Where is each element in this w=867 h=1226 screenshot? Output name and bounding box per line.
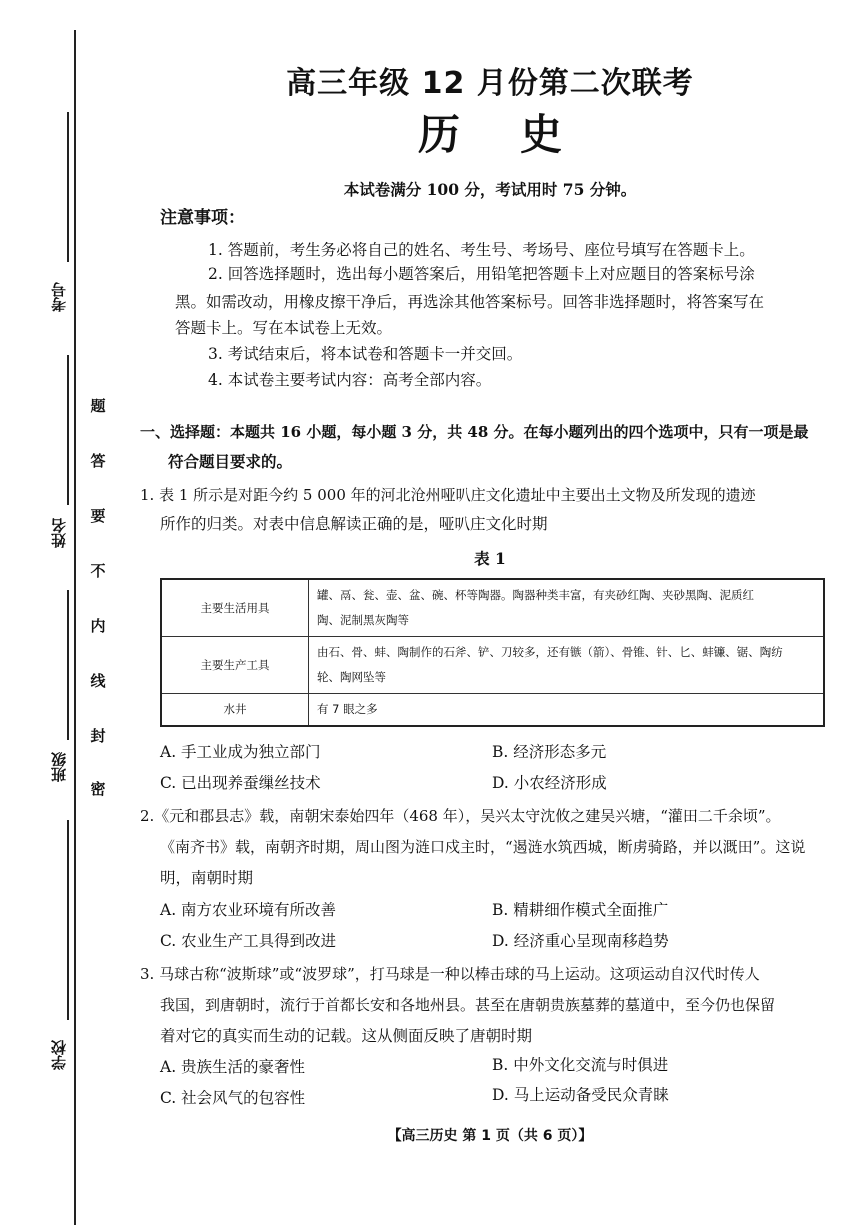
school-label: 学校 [50, 1040, 68, 1070]
cell-text: 罐、鬲、瓮、壶、盆、碗、杯等陶器。陶器种类丰富，有夹砂红陶、夹砂黑陶、泥质红 [317, 588, 754, 602]
option-b: B. 中外文化交流与时俱进 [492, 1056, 669, 1074]
school-blank[interactable] [67, 820, 69, 1020]
seal-line [74, 30, 76, 1225]
option-b: B. 经济形态多元 [492, 743, 607, 761]
exam-intro: 本试卷满分 100 分，考试用时 75 分钟。 [343, 180, 637, 199]
table-row [161, 579, 824, 637]
note-line: 黑。如需改动，用橡皮擦干净后，再选涂其他答案标号。回答非选择题时，将答案写在 [175, 293, 765, 311]
notes-heading: 注意事项： [160, 208, 245, 228]
question-3-stem-cont: 我国，到唐朝时，流行于首都长安和各地州县。甚至在唐朝贵族墓葬的墓道中，至今仍也保留 [160, 996, 776, 1014]
binding-margin [0, 0, 120, 1226]
cell-text: 由石、骨、蚌、陶制作的石斧、铲、刀较多，还有镞（箭）、骨锥、针、匕、蚌镰、锯、陶纺 [317, 645, 783, 659]
question-3-stem-cont: 着对它的真实而生动的记载。这从侧面反映了唐朝时期 [160, 1027, 533, 1045]
question-1-stem: 1. 表 1 所示是对距今约 5 000 年的河北沧州哑叭庄文化遗址中主要出土文物及所发现的遗迹 [140, 486, 756, 504]
class-label: 班级 [50, 752, 68, 782]
option-b: B. 精耕细作模式全面推广 [492, 901, 669, 919]
exam-no-blank[interactable] [67, 112, 69, 262]
exam-title: 高三年级 12 月份第二次联考 [286, 66, 694, 101]
option-d: D. 马上运动备受民众青睐 [492, 1086, 669, 1104]
seal-char: 要 [90, 507, 106, 525]
question-2-stem-cont: 明，南朝时期 [160, 869, 254, 887]
table-cell-value [309, 579, 825, 637]
note-line: 答题卡上。写在本试卷上无效。 [175, 319, 393, 337]
section-heading-cont: 符合题目要求的。 [168, 452, 293, 471]
table-1-title: 表 1 [474, 549, 506, 568]
note-line: 1. 答题前，考生务必将自己的姓名、考生号、考场号、座位号填写在答题卡上。 [208, 241, 755, 259]
name-label: 姓名 [50, 518, 68, 548]
table-cell-value [309, 637, 825, 694]
option-a: A. 贵族生活的豪奢性 [160, 1058, 306, 1076]
option-c: C. 农业生产工具得到改进 [160, 932, 337, 950]
cell-text: 陶、泥制黑灰陶等 [317, 613, 409, 627]
option-a: A. 手工业成为独立部门 [160, 743, 321, 761]
table-cell-key: 主要生产工具 [161, 637, 309, 694]
cell-text: 轮、陶网坠等 [317, 670, 386, 684]
question-3-stem: 3. 马球古称“波斯球”或“波罗球”，打马球是一种以棒击球的马上运动。这项运动自汉代时传人 [140, 965, 760, 983]
option-d: D. 小农经济形成 [492, 774, 607, 792]
exam-no-label: 考号 [50, 282, 68, 312]
class-blank[interactable] [67, 590, 69, 740]
option-c: C. 社会风气的包容性 [160, 1089, 306, 1107]
question-1-stem-cont: 所作的归类。对表中信息解读正确的是，哑叭庄文化时期 [160, 515, 548, 533]
table-cell-key: 主要生活用具 [161, 579, 309, 637]
table-row [161, 694, 824, 727]
note-line: 2. 回答选择题时，选出每小题答案后，用铅笔把答题卡上对应题目的答案标号涂 [208, 265, 755, 283]
seal-char: 线 [90, 672, 106, 690]
table-row [161, 637, 824, 694]
table-cell-value: 有 7 眼之多 [309, 694, 825, 727]
table-cell-key: 水井 [161, 694, 309, 727]
seal-char: 密 [90, 780, 106, 798]
name-blank[interactable] [67, 355, 69, 505]
question-2-stem-cont: 《南齐书》载，南朝齐时期，周山图为涟口戍主时，“遏涟水筑西城，断虏骑路，并以溉田”。这说 [160, 838, 806, 856]
page-footer: 【高三历史 第 1 页（共 6 页）】 [387, 1128, 593, 1144]
note-line: 3. 考试结束后，将本试卷和答题卡一并交回。 [208, 345, 523, 363]
option-d: D. 经济重心呈现南移趋势 [492, 932, 669, 950]
option-c: C. 已出现养蚕缫丝技术 [160, 774, 321, 792]
section-heading: 一、选择题：本题共 16 小题，每小题 3 分，共 48 分。在每小题列出的四个选项中，只有一项是最 [140, 423, 809, 441]
seal-char: 答 [90, 452, 106, 470]
seal-char: 题 [90, 397, 106, 415]
seal-char: 封 [90, 727, 106, 745]
subject-title: 历史 [417, 110, 622, 159]
question-2-stem: 2.《元和郡县志》载，南朝宋泰始四年（468 年），吴兴太守沈攸之建吴兴塘，“灌田二千余顷”。 [140, 807, 781, 825]
option-a: A. 南方农业环境有所改善 [160, 901, 337, 919]
seal-char: 内 [90, 617, 106, 635]
table-1 [160, 578, 825, 727]
note-line: 4. 本试卷主要考试内容：高考全部内容。 [208, 371, 492, 389]
seal-char: 不 [90, 562, 106, 580]
